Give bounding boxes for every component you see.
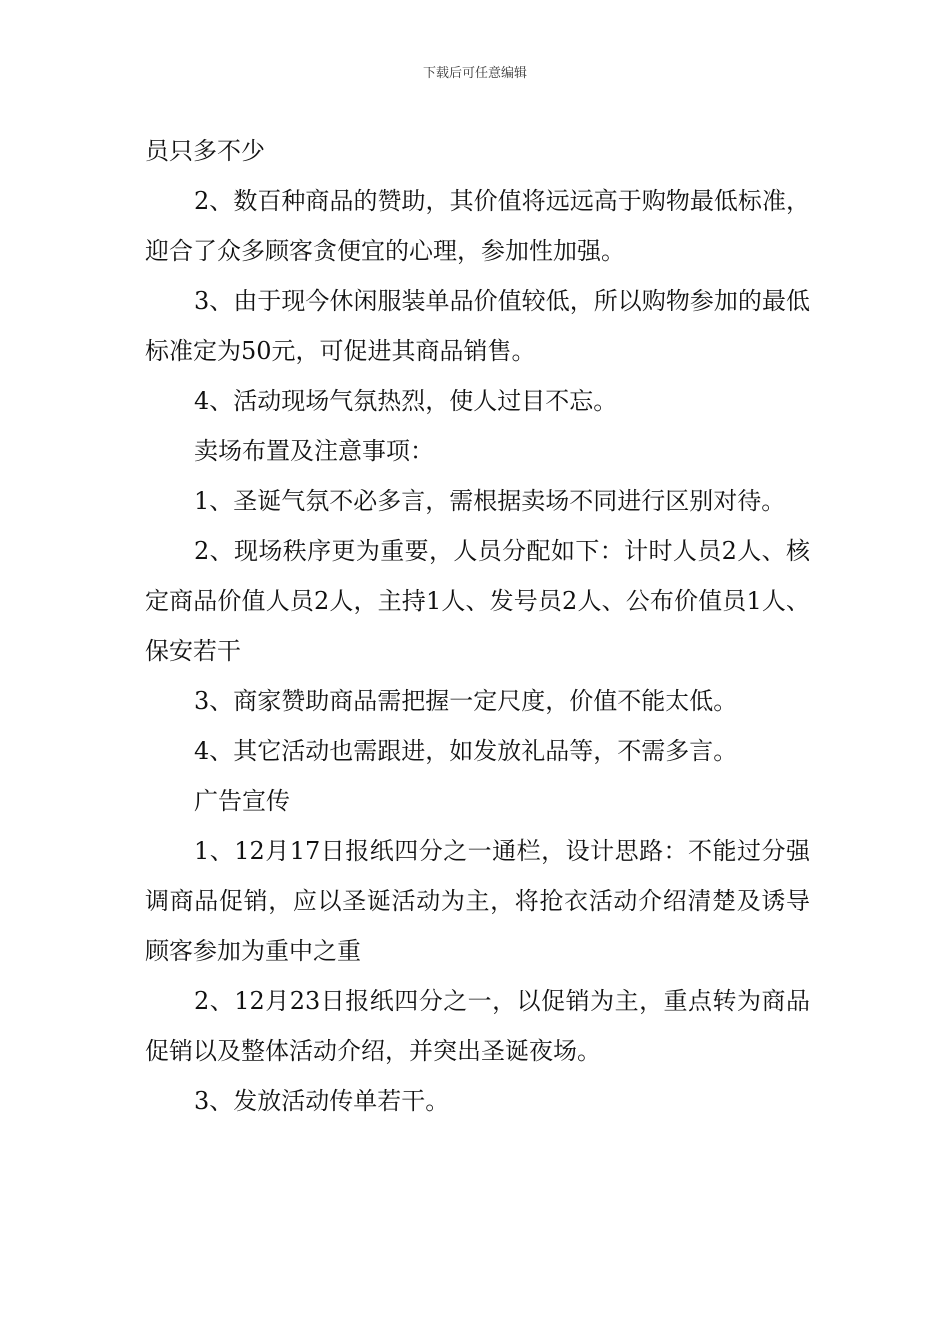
paragraph-8: 3、商家赞助商品需把握一定尺度，价值不能太低。 bbox=[194, 687, 738, 715]
paragraph-7: 2、现场秩序更为重要，人员分配如下：计时人员2人、核定商品价值人员2人，主持1人、发号员2人、公布价值员1人、保安若干 bbox=[145, 537, 810, 665]
paragraph-4: 4、活动现场气氛热烈，使人过目不忘。 bbox=[194, 387, 618, 415]
paragraph-13: 3、发放活动传单若干。 bbox=[194, 1087, 450, 1115]
page-header: 下载后可任意编辑 bbox=[422, 66, 527, 81]
section-heading-advertising: 广告宣传 bbox=[194, 787, 290, 815]
paragraph-1: 员只多不少 bbox=[145, 137, 265, 165]
document-body bbox=[145, 126, 810, 1126]
paragraph-3: 3、由于现今休闲服装单品价值较低，所以购物参加的最低标准定为50元，可促进其商品销售。 bbox=[145, 287, 810, 365]
paragraph-12: 2、12月23日报纸四分之一，以促销为主，重点转为商品促销以及整体活动介绍，并突出圣诞夜场。 bbox=[145, 987, 810, 1065]
paragraph-6: 1、圣诞气氛不必多言，需根据卖场不同进行区别对待。 bbox=[194, 487, 786, 515]
paragraph-9: 4、其它活动也需跟进，如发放礼品等，不需多言。 bbox=[194, 737, 738, 765]
paragraph-11: 1、12月17日报纸四分之一通栏，设计思路：不能过分强调商品促销，应以圣诞活动为主，将抢衣活动介绍清楚及诱导顾客参加为重中之重 bbox=[145, 837, 810, 965]
section-heading-venue: 卖场布置及注意事项： bbox=[194, 437, 434, 465]
paragraph-2: 2、数百种商品的赞助，其价值将远远高于购物最低标准，迎合了众多顾客贪便宜的心理，参加性加强。 bbox=[145, 187, 810, 265]
